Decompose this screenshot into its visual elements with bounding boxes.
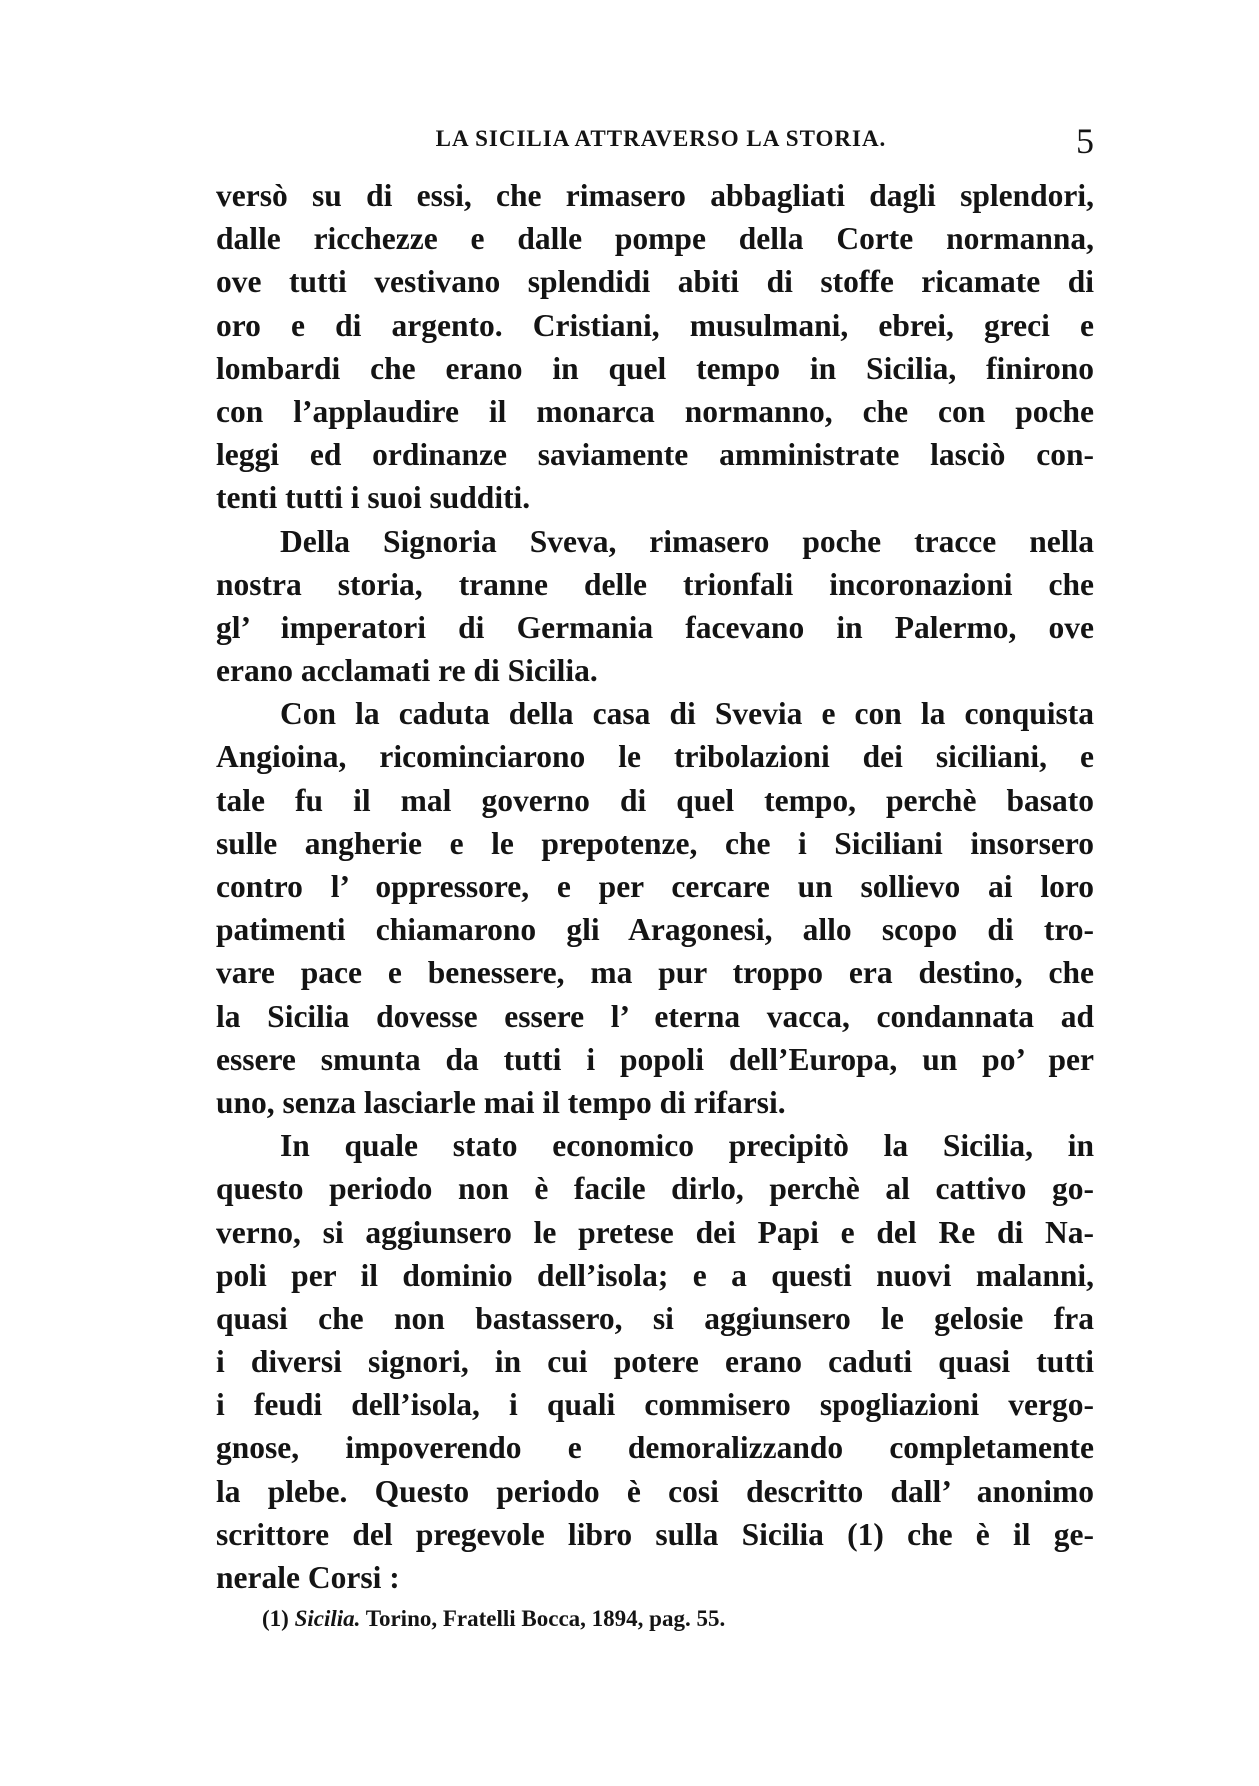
- text-line: con l’applaudire il monarca normanno, che con poche: [216, 393, 1094, 429]
- text-line: nerale Corsi :: [216, 1560, 400, 1595]
- text-line: tale fu il mal governo di quel tempo, perchè basato: [216, 782, 1094, 818]
- text-line: leggi ed ordinanze saviamente amministrate lasciò con-: [216, 437, 1094, 473]
- text-line: dalle ricchezze e dalle pompe della Corte normanna,: [216, 221, 1094, 257]
- body-text: [216, 174, 1094, 1599]
- text-line: la plebe. Questo periodo è cosi descritto dall’ anonimo: [216, 1473, 1094, 1509]
- text-line: i diversi signori, in cui potere erano caduti quasi tutti: [216, 1344, 1094, 1380]
- text-line: tenti tutti i suoi sudditi.: [216, 480, 531, 516]
- text-line: scrittore del pregevole libro sulla Sicilia (1) che è il ge-: [216, 1516, 1094, 1552]
- page-number: 5: [1076, 121, 1094, 161]
- paragraph-start-line: In quale stato economico precipitò la Sicilia, in: [280, 1128, 1094, 1164]
- text-line: i feudi dell’isola, i quali commisero spogliazioni vergo-: [216, 1387, 1094, 1423]
- text-line: poli per il dominio dell’isola; e a questi nuovi malanni,: [216, 1257, 1094, 1293]
- text-line: sulle angherie e le prepotenze, che i Siciliani insorsero: [216, 825, 1094, 861]
- text-line: Angioina, ricominciarono le tribolazioni dei siciliani, e: [216, 739, 1094, 775]
- text-line: gl’ imperatori di Germania facevano in Palermo, ove: [216, 609, 1094, 645]
- running-title: LA SICILIA ATTRAVERSO LA STORIA.: [435, 126, 887, 151]
- footnote-marker: (1): [262, 1606, 289, 1631]
- text-line: erano acclamati re di Sicilia.: [216, 653, 598, 689]
- footnote: [262, 1606, 725, 1632]
- paragraph-start-line: Della Signoria Sveva, rimasero poche tracce nella: [280, 523, 1094, 559]
- text-line: uno, senza lasciarle mai il tempo di rifarsi.: [216, 1084, 786, 1120]
- text-line: gnose, impoverendo e demoralizzando completamente: [216, 1430, 1094, 1466]
- text-line: ove tutti vestivano splendidi abiti di stoffe ricamate di: [216, 264, 1094, 300]
- text-line: oro e di argento. Cristiani, musulmani, ebrei, greci e: [216, 307, 1094, 343]
- running-head: [216, 121, 1094, 166]
- text-line: questo periodo non è facile dirlo, perchè al cattivo go-: [216, 1171, 1094, 1207]
- text-line: lombardi che erano in quel tempo in Sicilia, finirono: [216, 350, 1094, 386]
- text-line: quasi che non bastassero, si aggiunsero le gelosie fra: [216, 1300, 1094, 1336]
- text-line: versò su di essi, che rimasero abbagliati dagli splendori,: [216, 178, 1094, 213]
- text-line: essere smunta da tutti i popoli dell’Europa, un po’ per: [216, 1041, 1094, 1077]
- text-line: patimenti chiamarono gli Aragonesi, allo scopo di tro-: [216, 912, 1094, 948]
- footnote-title: Sicilia.: [294, 1606, 361, 1631]
- text-line: contro l’ oppressore, e per cercare un sollievo ai loro: [216, 869, 1094, 904]
- text-line: verno, si aggiunsero le pretese dei Papi e del Re di Na-: [216, 1214, 1094, 1250]
- text-line: vare pace e benessere, ma pur troppo era destino, che: [216, 955, 1094, 991]
- footnote-citation: Torino, Fratelli Bocca, 1894, pag. 55.: [365, 1606, 726, 1631]
- paragraph-start-line: Con la caduta della casa di Svevia e con la conquista: [280, 696, 1094, 732]
- text-line: la Sicilia dovesse essere l’ eterna vacca, condannata ad: [216, 998, 1094, 1034]
- text-line: nostra storia, tranne delle trionfali incoronazioni che: [216, 566, 1094, 602]
